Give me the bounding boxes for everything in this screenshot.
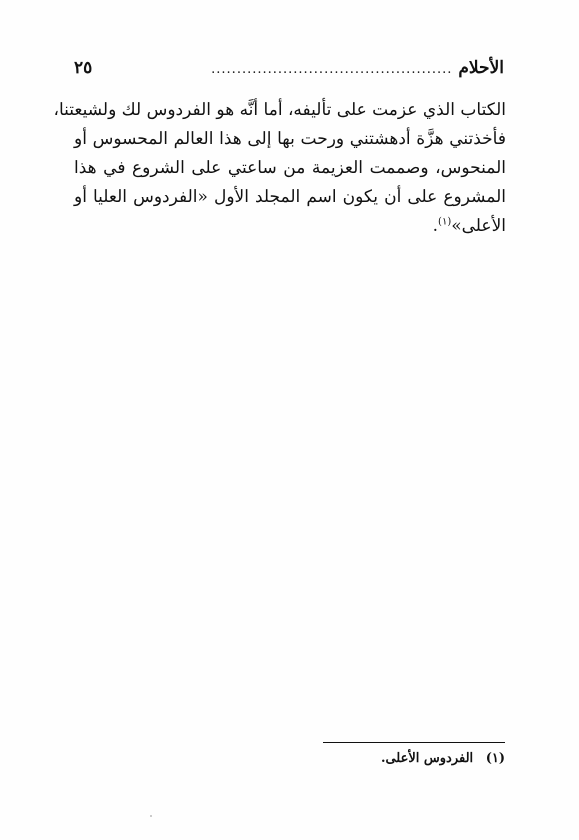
text-line: المشروع على أن يكون اسم المجلد الأول «الفردوس العليا أو (74, 187, 506, 207)
footnote-separator (323, 742, 505, 743)
text-line-last (74, 212, 506, 241)
text-line: فأخذتني هزَّة أدهشتني ورحت بها إلى هذا العالم المحسوس أو (74, 129, 506, 149)
footnote-marker: (١) (485, 751, 505, 766)
text-line-fragment: الأعلى» (451, 216, 506, 236)
chapter-title: الأحلام (458, 58, 504, 78)
page-number: ٢٥ (74, 58, 93, 78)
sentence-end: . (432, 216, 439, 236)
footnote-reference: (١) (438, 216, 452, 228)
running-header (74, 58, 504, 84)
footnote-text: الفردوس الأعلى. (380, 751, 474, 766)
body-paragraph (53, 96, 506, 241)
text-line: الكتاب الذي عزمت على تأليفه، أما أنَّه هو الفردوس لك ولشيعتنا، (53, 100, 506, 120)
footnote (205, 751, 505, 766)
scan-speck (150, 815, 152, 817)
text-line: المنحوس، وصممت العزيمة من ساعتي على الشروع في هذا (74, 158, 506, 178)
leader-dots: ............................................... (211, 62, 453, 77)
